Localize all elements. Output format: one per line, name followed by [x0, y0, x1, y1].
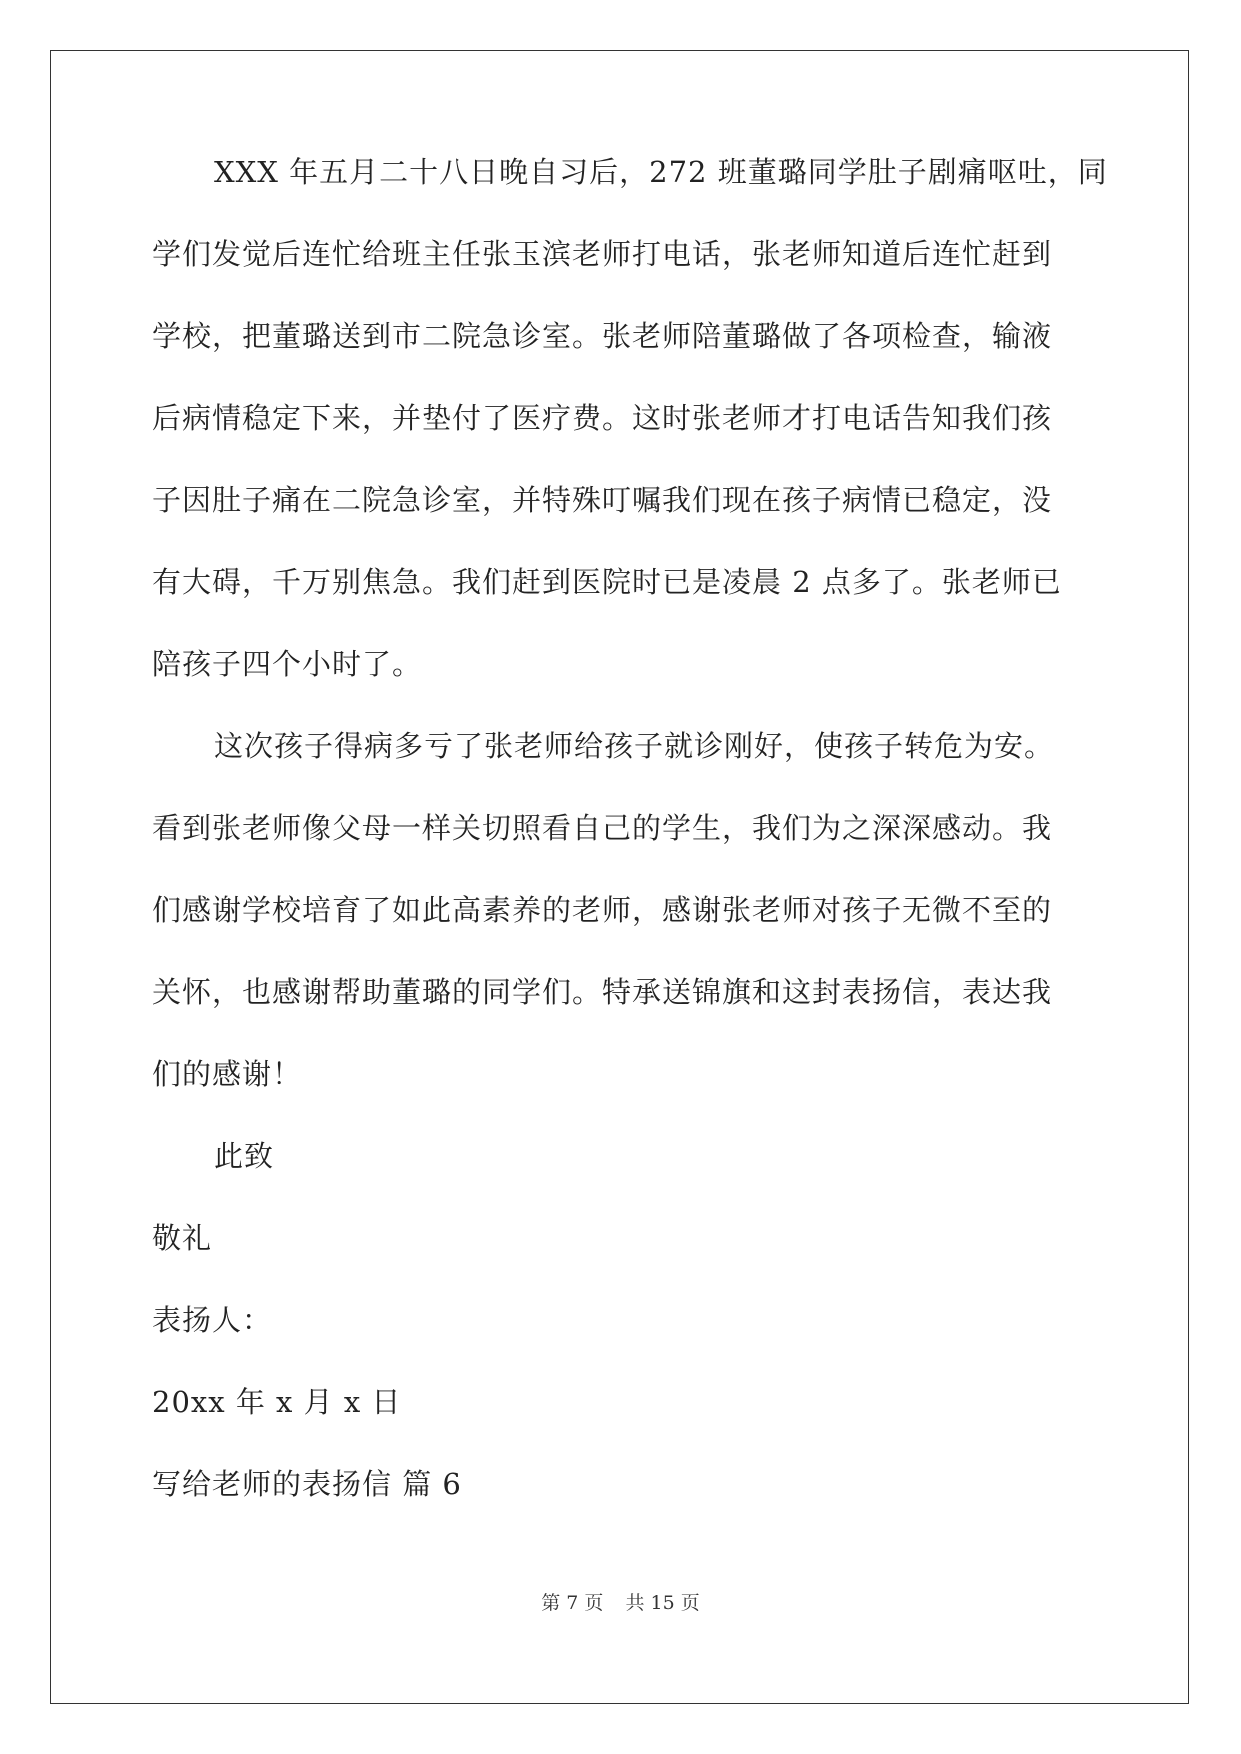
- closing-text: 此致: [214, 1139, 275, 1173]
- paragraph-line: 子因肚子痛在二院急诊室，并特殊叮嘱我们现在孩子病情已稳定，没: [152, 483, 1053, 517]
- paragraph-line: 这次孩子得病多亏了张老师给孩子就诊刚好，使孩子转危为安。: [214, 729, 1055, 763]
- page-number: 第 7 页: [541, 1592, 604, 1614]
- paragraph-line: 后病情稳定下来，并垫付了医疗费。这时张老师才打电话告知我们孩: [152, 401, 1053, 435]
- paragraph-line: 看到张老师像父母一样关切照看自己的学生，我们为之深深感动。我: [152, 811, 1053, 845]
- page-total: 共 15 页: [625, 1592, 700, 1614]
- letter-body: [152, 131, 1108, 1525]
- paragraph-line: 们感谢学校培育了如此高素养的老师，感谢张老师对孩子无微不至的: [152, 893, 1053, 927]
- page-footer: [0, 1588, 1241, 1615]
- paragraph-line: 关怀，也感谢帮助董璐的同学们。特承送锦旗和这封表扬信，表达我: [152, 975, 1053, 1009]
- next-section-title: 写给老师的表扬信 篇 6: [152, 1467, 462, 1501]
- paragraph-line: 陪孩子四个小时了。: [152, 647, 423, 681]
- paragraph-line: XXX 年五月二十八日晚自习后，272 班董璐同学肚子剧痛呕吐，同: [214, 155, 1108, 189]
- signer-label: 表扬人：: [152, 1303, 273, 1337]
- paragraph-line: 们的感谢！: [152, 1057, 303, 1091]
- paragraph-line: 学校，把董璐送到市二院急诊室。张老师陪董璐做了各项检查，输液: [152, 319, 1053, 353]
- date-text: 20xx 年 x 月 x 日: [152, 1385, 402, 1419]
- salutation-text: 敬礼: [152, 1221, 213, 1255]
- paragraph-line: 学们发觉后连忙给班主任张玉滨老师打电话，张老师知道后连忙赶到: [152, 237, 1053, 271]
- paragraph-line: 有大碍，千万别焦急。我们赶到医院时已是凌晨 2 点多了。张老师已: [152, 565, 1062, 599]
